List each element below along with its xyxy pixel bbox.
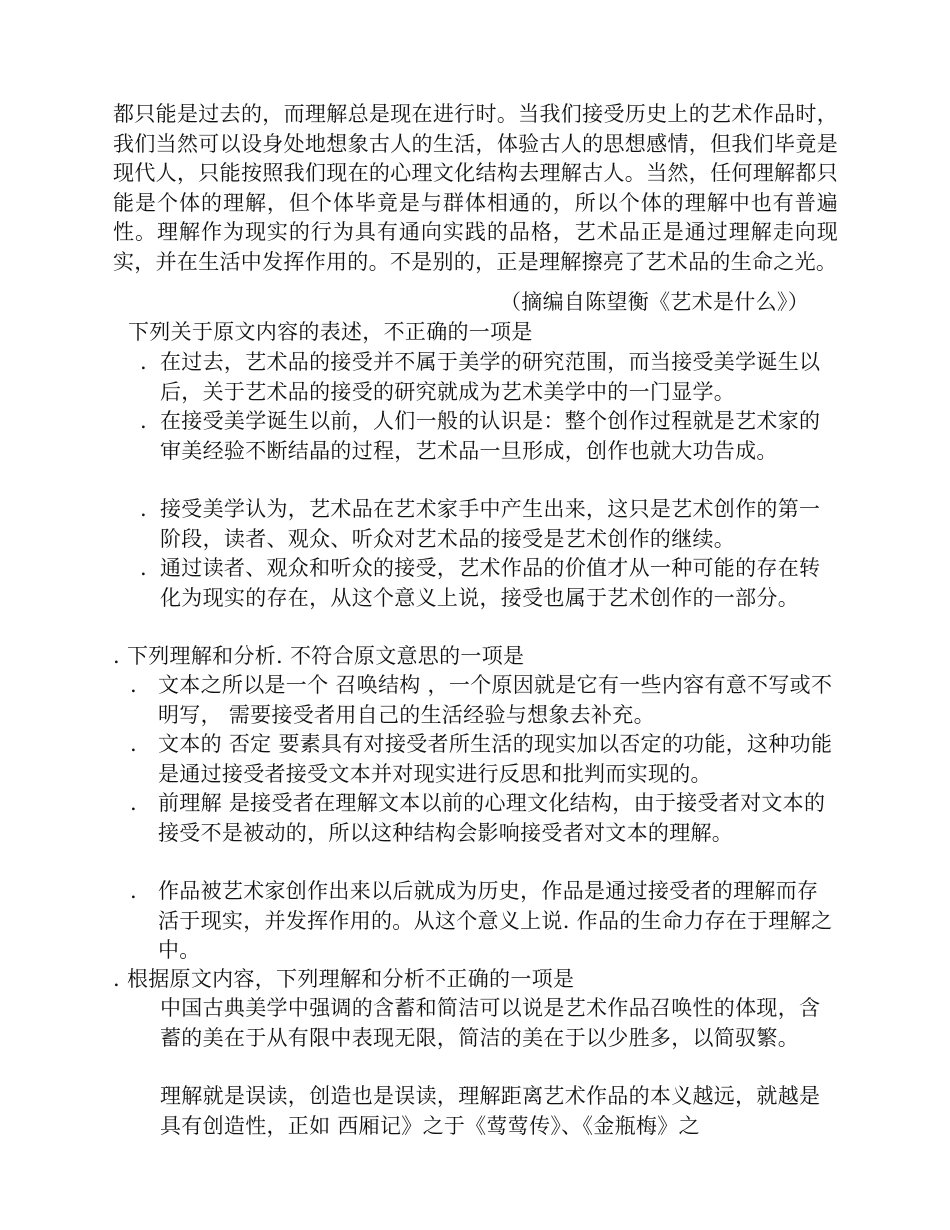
option-text: 作品被艺术家创作出来以后就成为历史，作品是通过接受者的理解而存活于现实，并发挥作用的。从这个意义上说. 作品的生命力存在于理解之中。 [158, 879, 833, 962]
option-text: 在过去，艺术品的接受并不属于美学的研究范围，而当接受美学诞生以后，关于艺术品的接受的研究就成为艺术美学中的一门显学。 [160, 350, 821, 404]
option-marker: . [130, 673, 137, 697]
option-text: 文本的 否定 要素具有对接受者所生活的现实加以否定的功能，这种功能是通过接受者接受文本并对现实进行反思和批判而实现的。 [158, 732, 833, 786]
question-2-option-d[interactable] [130, 877, 835, 966]
option-text: 前理解 是接受者在理解文本以前的心理文化结构，由于接受者对文本的接受不是被动的，所以这种结构会影响接受者对文本的理解。 [158, 791, 826, 845]
question-1-option-d[interactable] [140, 554, 840, 613]
option-text: 文本之所以是一个 召唤结构 ，一个原因就是它有一些内容有意不写或不明写， 需要接受者用自己的生活经验与想象去补充。 [158, 673, 833, 727]
option-marker: . [140, 556, 147, 580]
question-3-option-a[interactable] [160, 994, 835, 1053]
option-text: 接受美学认为，艺术品在艺术家手中产生出来，这只是艺术创作的第一阶段，读者、观众、听众对艺术品的接受是艺术创作的继续。 [160, 497, 821, 551]
option-marker: . [140, 409, 147, 433]
question-3-option-b[interactable] [160, 1082, 835, 1141]
question-1-option-a[interactable] [140, 348, 840, 407]
question-2-stem: . 下列理解和分析. 不符合原文意思的一项是 [113, 644, 525, 668]
question-1-option-c[interactable] [140, 495, 840, 554]
option-marker: . [140, 497, 147, 521]
passage-paragraph: 都只能是过去的，而理解总是现在进行时。当我们接受历史上的艺术作品时，我们当然可以设身处地想象古人的生活，体验古人的思想感情，但我们毕竟是现代人，只能按照我们现在的心理文化结构去理解古人。当然，任何理解都只能是个体的理解，但个体毕竟是与群体相通的，所以个体的理解中也有普遍性。理解作为现实的行为具有通向实践的品格，艺术品正是通过理解走向现实，并在生活中发挥作用的。不是别的，正是理解擦亮了艺术品的生命之光。 [113, 102, 838, 274]
question-2-option-b[interactable] [130, 730, 835, 789]
option-marker: . [130, 732, 137, 756]
option-marker: . [130, 791, 137, 815]
question-3-stem: . 根据原文内容，下列理解和分析不正确的一项是 [113, 967, 575, 991]
passage-source: （摘编自陈望衡《艺术是什么》） [500, 290, 809, 314]
question-1-option-b[interactable] [140, 407, 840, 466]
option-text: 通过读者、观众和听众的接受，艺术作品的价值才从一种可能的存在转化为现实的存在，从这个意义上说，接受也属于艺术创作的一部分。 [160, 556, 821, 610]
question-2-option-a[interactable] [130, 671, 835, 730]
question-1-stem: 下列关于原文内容的表述，不正确的一项是 [128, 320, 533, 344]
question-2-option-c[interactable] [130, 789, 835, 848]
option-marker: . [140, 350, 147, 374]
reading-passage [113, 100, 838, 277]
option-marker: . [130, 879, 137, 903]
option-text: 理解就是误读，创造也是误读，理解距离艺术作品的本义越远，就越是具有创造性，正如 西厢记》之于《莺莺传》、《金瓶梅》之 [160, 1084, 821, 1138]
option-text: 在接受美学诞生以前，人们一般的认识是：整个创作过程就是艺术家的审美经验不断结晶的过程，艺术品一旦形成，创作也就大功告成。 [160, 409, 821, 463]
option-text: 中国古典美学中强调的含蓄和简洁可以说是艺术作品召唤性的体现，含蓄的美在于从有限中表现无限，简洁的美在于以少胜多，以简驭繁。 [160, 996, 821, 1050]
